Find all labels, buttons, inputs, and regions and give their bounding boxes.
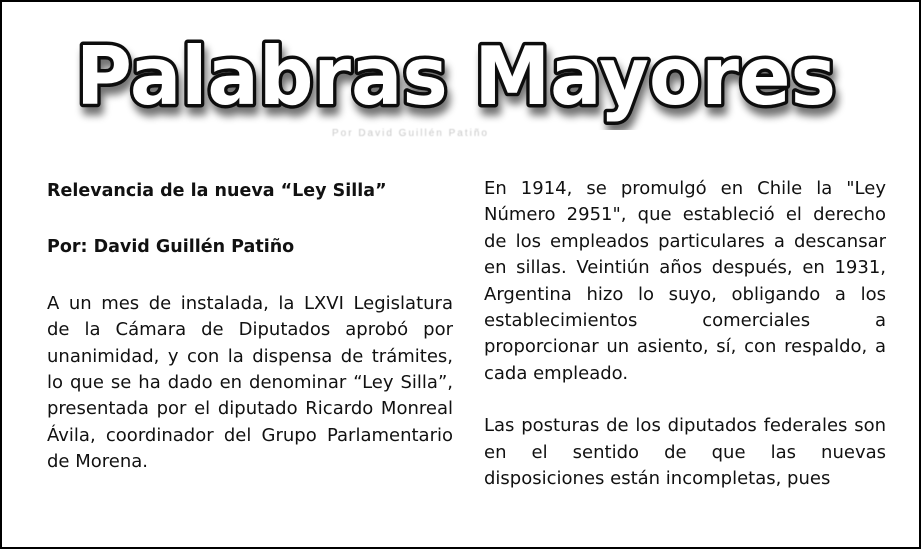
masthead-subtitle: Por David Guillén Patiño	[332, 128, 489, 139]
article-paragraph: Las posturas de los diputados federales son en el sentido de que las nuevas disposiciones están incompletas, pues	[484, 415, 886, 490]
article-paragraph: En 1914, se promulgó en Chile la "Ley Número 2951", que estableció el derecho de los empleados particulares a descansar en sillas. Veintiún años después, en 1931, Argentina hizo lo suyo, obligando a los establecimientos comerciales a proporcionar un asiento, sí, con respaldo, a cada empleado.	[484, 178, 886, 384]
article-column-left	[47, 178, 453, 476]
article-paragraph: A un mes de instalada, la LXVI Legislatura de la Cámara de Diputados aprobó por unanimidad, y con la dispensa de trámites, lo que se ha dado en denominar “Ley Silla”, presentada por el diputado Ricardo Monreal Ávila, coordinador del Grupo Parlamentario de Morena.	[47, 292, 453, 473]
masthead-logo	[66, 26, 846, 130]
article-headline: Relevancia de la nueva “Ley Silla”	[47, 181, 387, 201]
article-author: Por: David Guillén Patiño	[47, 237, 295, 258]
article-column-right	[484, 176, 886, 492]
masthead-title: Palabras Mayores	[76, 30, 836, 123]
